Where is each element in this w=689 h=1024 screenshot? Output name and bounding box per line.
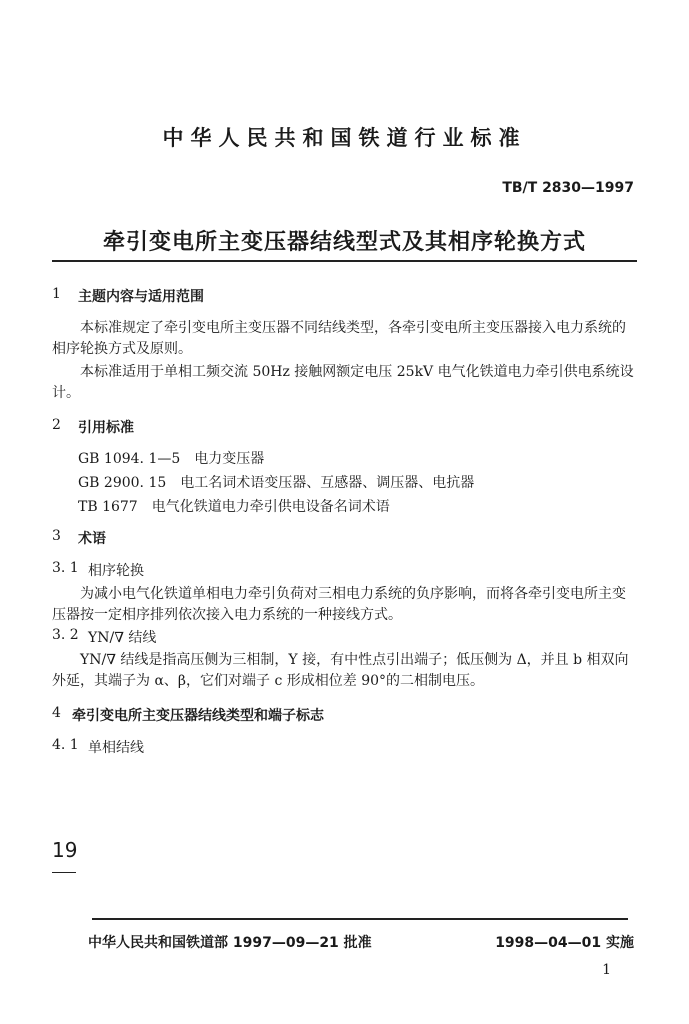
- section-1-heading: 主题内容与适用范围: [78, 289, 204, 305]
- section-4-heading: 牵引变电所主变压器结线类型和端子标志: [72, 708, 324, 724]
- section-4-number: 4: [52, 705, 61, 721]
- section-1-paragraph-2: 本标准适用于单相工频交流 50Hz 接触网额定电压 25kV 电气化铁道电力牵引供电系统设计。: [52, 364, 634, 401]
- reference-gb1094: GB 1094. 1—5 电力变压器: [78, 451, 265, 467]
- document-title: 牵引变电所主变压器结线型式及其相序轮换方式: [102, 230, 586, 255]
- issued-by-date: 中华人民共和国铁道部 1997—09—21 批准: [88, 935, 372, 951]
- section-3-number: 3: [52, 528, 61, 544]
- footer-divider: [92, 918, 628, 920]
- effective-date: 1998—04—01 实施: [495, 935, 634, 951]
- section-1-paragraph-1: 本标准规定了牵引变电所主变压器不同结线类型，各牵引变电所主变压器接入电力系统的相序轮换方式及原则。: [52, 320, 626, 357]
- standard-category-header: 中华人民共和国铁道行业标准: [162, 126, 527, 150]
- section-3-1-heading: 相序轮换: [88, 563, 144, 579]
- section-3-2-text: YN/∇ 结线是指高压侧为三相制，Y 接，有中性点引出端子；低压侧为 Δ，并且 b 相双向外延，其端子为 α、β，它们对端子 c 形成相位差 90°的二相制电压。: [52, 652, 629, 689]
- standard-number: TB/T 2830—1997: [502, 180, 634, 196]
- section-2-heading: 引用标准: [78, 420, 134, 436]
- reference-gb2900: GB 2900. 15 电工名词术语变压器、互感器、调压器、电抗器: [78, 475, 475, 491]
- section-2-number: 2: [52, 417, 61, 433]
- section-3-1-number: 3. 1: [52, 560, 79, 576]
- section-3-heading: 术语: [78, 531, 106, 547]
- title-divider: [52, 260, 637, 262]
- page-label: 19: [52, 838, 78, 862]
- section-1-number: 1: [52, 286, 61, 302]
- page-label-underline: [52, 872, 76, 873]
- section-4-1-number: 4. 1: [52, 737, 79, 753]
- section-3-2-heading: YN/∇ 结线: [88, 630, 157, 646]
- section-3-1-text: 为减小电气化铁道单相电力牵引负荷对三相电力系统的负序影响，而将各牵引变电所主变压器按一定相序排列依次接入电力系统的一种接线方式。: [52, 586, 626, 623]
- section-3-2-number: 3. 2: [52, 627, 79, 643]
- section-4-1-heading: 单相结线: [88, 740, 144, 756]
- page-number: 1: [602, 962, 611, 978]
- reference-tb1677: TB 1677 电气化铁道电力牵引供电设备名词术语: [78, 499, 390, 515]
